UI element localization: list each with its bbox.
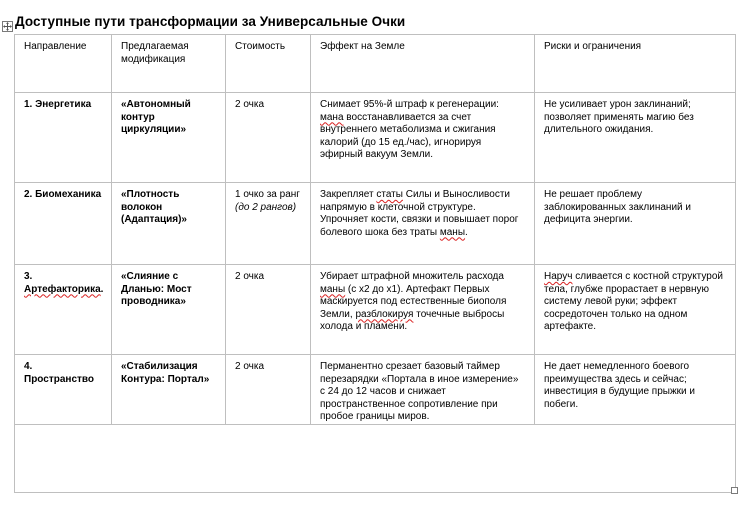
table-header-row (15, 35, 736, 93)
header-effect[interactable]: Эффект на Земле (311, 35, 535, 93)
cell-risks[interactable] (535, 183, 736, 265)
cell-direction[interactable] (15, 355, 112, 425)
document-title: Доступные пути трансформации за Универсальные Очки (15, 14, 406, 29)
cost-text: 2 очка (235, 99, 265, 110)
risks-text: Не решает проблему заблокированных заклинаний и дефицита энергии. (544, 189, 691, 225)
cell-cost[interactable] (226, 93, 311, 183)
spellcheck-word: Наруч (544, 271, 573, 282)
direction-text: 3. (24, 271, 33, 282)
risks-text: сливается с костной структурой тела, глубже прорастает в нервную систему левой руки; эффект сосредоточен только на одном артефакте. (544, 271, 723, 332)
table-row (15, 355, 736, 425)
direction-text: 2. Биомеханика (24, 189, 102, 200)
effect-text: Перманентно срезает базовый таймер перезарядки «Портала в иное измерение» с 24 до 12 часов и снижает пространственное сопротивление при пробое границы миров. (320, 361, 519, 422)
direction-text: 1. Энергетика (24, 99, 92, 110)
cell-direction[interactable] (15, 183, 112, 265)
modification-text: «Стабилизация Контура: Портал» (121, 361, 210, 385)
effect-text: точечные выбросы холода и пламени. (320, 308, 505, 332)
direction-text: 4. Пространство (24, 361, 95, 385)
modification-text: «Слияние с Дланью: Мост проводника» (121, 271, 192, 307)
cost-text: 2 очка (235, 361, 265, 372)
direction-text: . (100, 283, 104, 295)
spellcheck-word: разблокируя (355, 308, 414, 320)
table-row (15, 183, 736, 265)
effect-text: Силы и Выносливости напрямую в клеточной структуре. Упрочняет кости, связки и повышает порог болевого шока без траты (320, 189, 519, 238)
spellcheck-word: статы (376, 189, 403, 200)
table-row (15, 93, 736, 183)
header-direction[interactable]: Направление (15, 35, 112, 93)
cell-risks[interactable] (535, 355, 736, 425)
risks-text: Не усиливает урон заклинаний; позволяет применять магию без длительного ожидания. (544, 99, 694, 135)
spellcheck-word: маны (439, 226, 466, 238)
effect-text: (с x2 до x1). Артефакт Первых маскируется под естественные биополя Земли, (320, 283, 507, 320)
table-empty-area (15, 424, 736, 492)
header-cost[interactable]: Стоимость (226, 35, 311, 93)
cell-modification[interactable] (112, 265, 226, 355)
effect-text: Снимает 95%-й штраф к регенерации: (320, 99, 499, 110)
cell-direction[interactable] (15, 265, 112, 355)
spellcheck-word: мана (320, 111, 344, 123)
cell-cost[interactable] (226, 265, 311, 355)
effect-text: Закрепляет (320, 189, 377, 200)
modification-text: «Плотность волокон (Адаптация)» (121, 189, 187, 225)
effect-text: . (465, 226, 468, 238)
cell-cost[interactable] (226, 355, 311, 425)
cell-risks[interactable] (535, 265, 736, 355)
cell-risks[interactable] (535, 93, 736, 183)
header-modification[interactable]: Предлагаемая модификация (112, 35, 226, 93)
table-resize-handle-icon[interactable] (731, 487, 738, 494)
cost-text: 1 очко за ранг (235, 189, 300, 200)
cell-effect[interactable] (311, 93, 535, 183)
cell-direction[interactable] (15, 93, 112, 183)
spellcheck-word: маны (320, 283, 346, 295)
cell-effect[interactable] (311, 265, 535, 355)
cell-modification[interactable] (112, 93, 226, 183)
cell-effect[interactable] (311, 183, 535, 265)
spellcheck-word: Артефакторика (24, 283, 101, 295)
cell-modification[interactable] (112, 183, 226, 265)
cost-note: (до 2 рангов) (235, 201, 297, 213)
risks-text: Не дает немедленного боевого преимущества здесь и сейчас; инвестиция в будущие прыжки и побеги. (544, 361, 695, 410)
cost-text: 2 очка (235, 271, 265, 282)
transformation-table (14, 34, 736, 493)
cell-effect[interactable] (311, 355, 535, 425)
effect-text: восстанавливается за счет внутреннего метаболизма и сжигания калорий (до 15 ед./час), игнорируя эфирный вакуум Земли. (320, 111, 496, 160)
table-row (15, 265, 736, 355)
modification-text: «Автономный контур циркуляции» (121, 99, 191, 135)
table-move-handle-icon[interactable] (2, 21, 13, 32)
cell-modification[interactable] (112, 355, 226, 425)
cell-cost[interactable] (226, 183, 311, 265)
header-risks[interactable]: Риски и ограничения (535, 35, 736, 93)
effect-text: Убирает штрафной множитель расхода (320, 271, 504, 282)
empty-cell[interactable] (15, 424, 736, 492)
